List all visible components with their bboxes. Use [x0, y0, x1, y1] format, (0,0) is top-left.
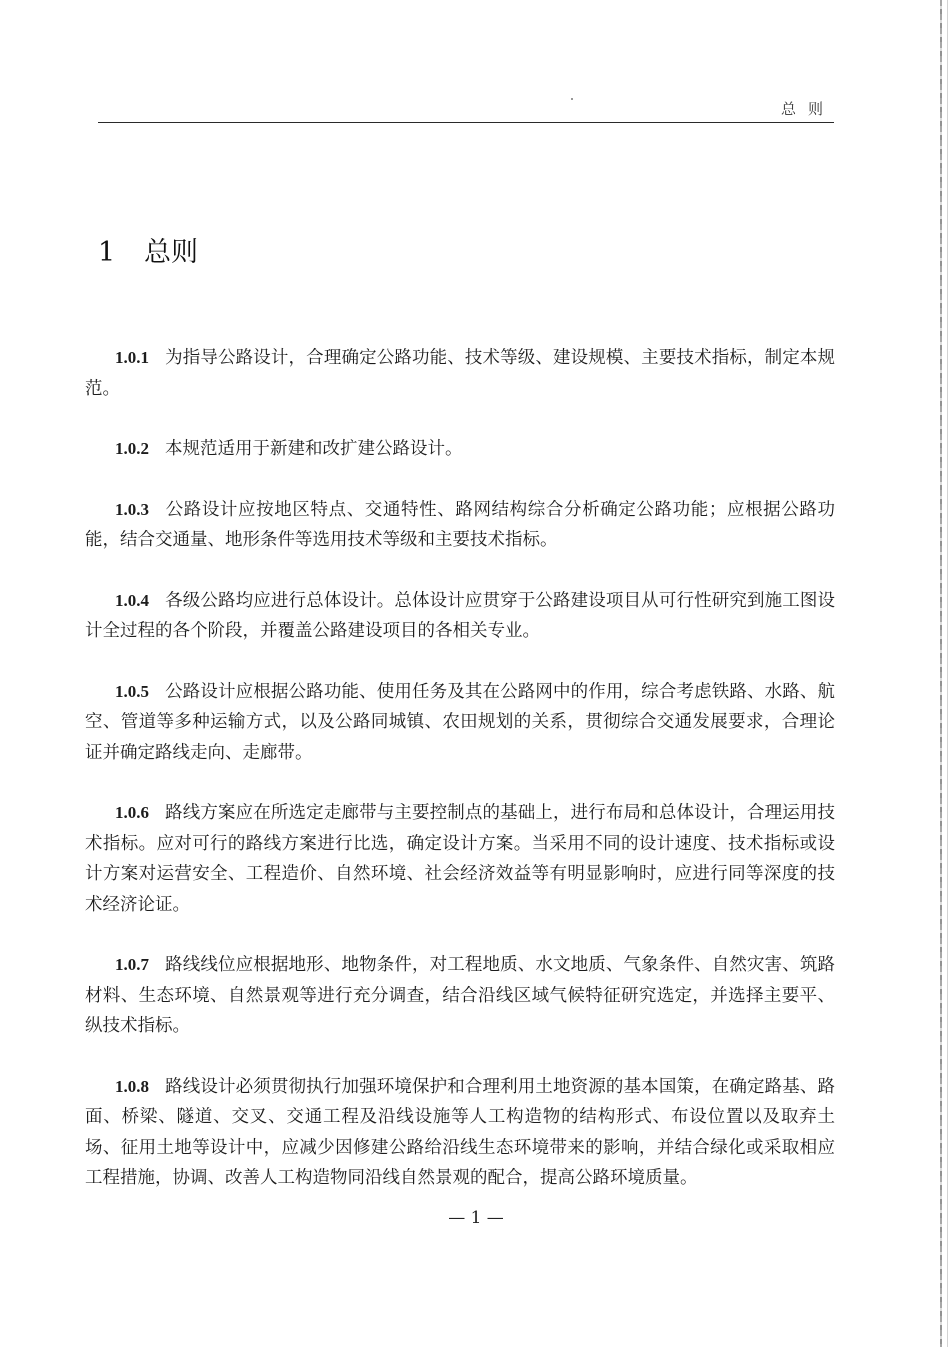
clause-text: 公路设计应按地区特点、交通特性、路网结构综合分析确定公路功能；应根据公路功能，结合交通量、地形条件等选用技术等级和主要技术指标。 [85, 499, 835, 550]
clause-text: 各级公路均应进行总体设计。总体设计应贯穿于公路建设项目从可行性研究到施工图设计全过程的各个阶段，并覆盖公路建设项目的各相关专业。 [85, 590, 835, 641]
clause-number: 1.0.6 [115, 803, 149, 822]
clause [85, 677, 835, 769]
page-number: — 1 — [448, 1208, 504, 1228]
clause-text: 公路设计应根据公路功能、使用任务及其在公路网中的作用，综合考虑铁路、水路、航空、管道等多种运输方式，以及公路同城镇、农田规划的关系，贯彻综合交通发展要求，合理论证并确定路线走向、走廊带。 [85, 681, 835, 763]
clause-number: 1.0.5 [115, 681, 149, 701]
scan-speck [571, 98, 573, 100]
clause-number: 1.0.1 [115, 348, 149, 367]
scan-edge-artifact-secondary [947, 0, 948, 1347]
chapter-title: 总则 [144, 237, 198, 268]
scan-edge-artifact [940, 0, 942, 1347]
clause [85, 495, 835, 556]
clause-number: 1.0.7 [115, 955, 149, 974]
clause [85, 798, 835, 920]
clause [85, 343, 835, 404]
clause-text: 为指导公路设计，合理确定公路功能、技术等级、建设规模、主要技术指标，制定本规范。 [85, 348, 835, 399]
chapter-number: 1 [98, 237, 116, 268]
header-rule [98, 122, 834, 123]
clause-text: 路线线位应根据地形、地物条件，对工程地质、水文地质、气象条件、自然灾害、筑路材料、生态环境、自然景观等进行充分调查，结合沿线区域气候特征研究选定，并选择主要平、纵技术指标。 [85, 955, 835, 1036]
clause-text: 路线方案应在所选定走廊带与主要控制点的基础上，进行布局和总体设计，合理运用技术指标。应对可行的路线方案进行比选，确定设计方案。当采用不同的设计速度、技术指标或设计方案对运营安全、工程造价、自然环境、社会经济效益等有明显影响时，应进行同等深度的技术经济论证。 [85, 803, 835, 915]
clause-number: 1.0.4 [115, 590, 149, 610]
clause-text: 路线设计必须贯彻执行加强环境保护和合理利用土地资源的基本国策，在确定路基、路面、桥梁、隧道、交叉、交通工程及沿线设施等人工构造物的结构形式、布设位置以及取弃土场、征用土地等设计中，应减少因修建公路给沿线生态环境带来的影响，并结合绿化或采取相应工程措施，协调、改善人工构造物同沿线自然景观的配合，提高公路环境质量。 [85, 1076, 835, 1188]
clause-number: 1.0.8 [115, 1076, 149, 1096]
clause-list [85, 343, 835, 1224]
clause-number: 1.0.3 [115, 499, 149, 519]
clause [85, 586, 835, 647]
chapter-heading [98, 230, 198, 269]
clause-text: 本规范适用于新建和改扩建公路设计。 [165, 439, 463, 459]
clause [85, 950, 835, 1042]
clause-number: 1.0.2 [115, 439, 149, 458]
clause [85, 434, 835, 465]
clause [85, 1072, 835, 1194]
running-header: 总则 [780, 100, 835, 118]
